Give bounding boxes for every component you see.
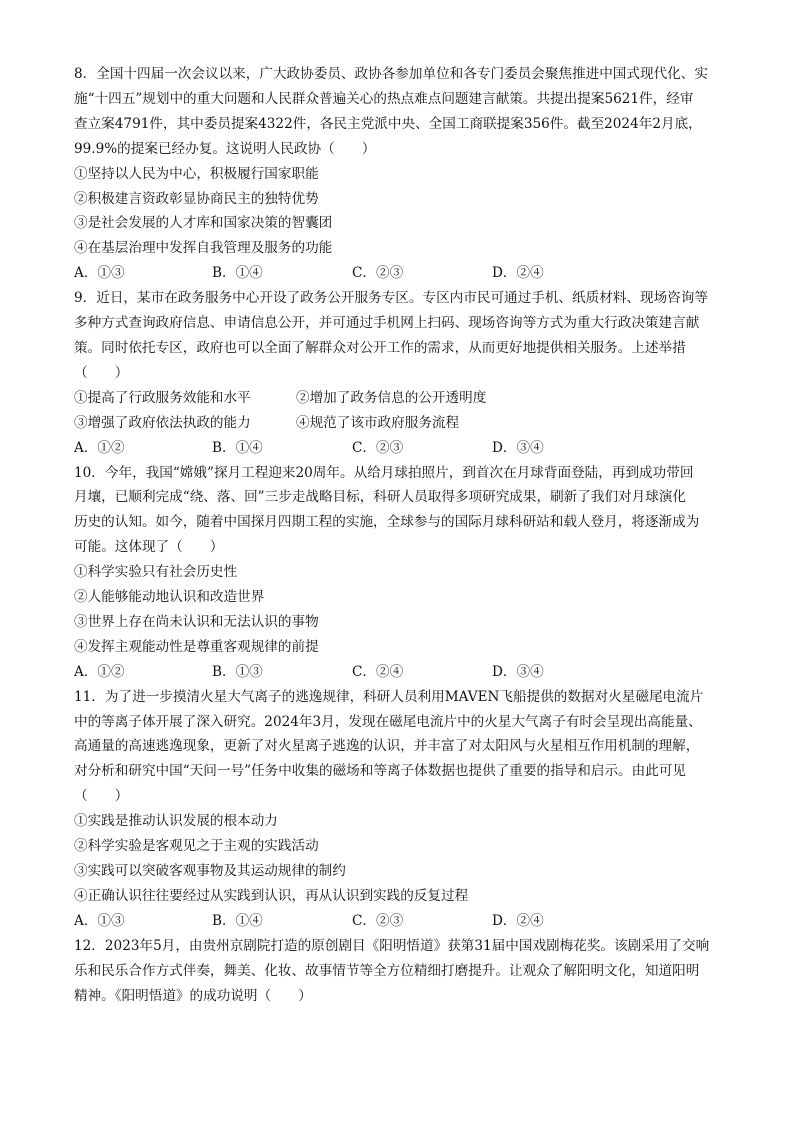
question-stem-line: 9．近日，某市在政务服务中心开设了政务公开服务专区。专区内市民可通过手机、纸质材料、现场咨询等 — [74, 290, 708, 307]
statement-option: ①提高了行政服务效能和水平 — [74, 389, 251, 406]
choice-b[interactable]: B．①④ — [212, 912, 263, 929]
answer-choices — [74, 909, 740, 934]
choice-a[interactable]: A．①② — [74, 439, 125, 456]
answer-choices — [74, 436, 740, 461]
statement-option: ③增强了政府依法执政的能力 — [74, 414, 251, 431]
statement-option: ③世界上存在尚未认识和无法认识的事物 — [74, 613, 319, 630]
question-stem-line: 对分析和研究中国“天问一号”任务中收集的磁场和等离子体数据也提供了重要的指导和启示。由此可见 — [74, 763, 687, 780]
choice-c[interactable]: C．②③ — [352, 912, 404, 929]
question-stem-line: 历史的认知。如今，随着中国探月四期工程的实施，全球参与的国际月球科研站和载人登月，将逐渐成为 — [74, 514, 700, 531]
question-stem-line: 查立案4791件，其中委员提案4322件，各民主党派中央、全国工商联提案356件。截至2024年2月底， — [74, 115, 702, 132]
choice-b[interactable]: B．①④ — [212, 439, 263, 456]
statement-option: ②科学实验是客观见之于主观的实践活动 — [74, 838, 319, 855]
question-stem-line: 多种方式查询政府信息、申请信息公开，并可通过手机网上扫码、现场咨询等方式为重大行政决策建言献 — [74, 315, 700, 332]
question-12 — [74, 934, 740, 1009]
question-stem-line: 施“十四五”规划中的重大问题和人民群众普遍关心的热点难点问题建言献策。共提出提案5621件，经审 — [74, 90, 694, 107]
statement-option: ①实践是推动认识发展的根本动力 — [74, 813, 278, 830]
choice-a[interactable]: A．①③ — [74, 265, 125, 282]
question-stem-line: （ ） — [74, 788, 129, 805]
question-11 — [74, 685, 740, 934]
question-stem-line: 月壤，已顺利完成“绕、落、回”三步走战略目标，科研人员取得多项研究成果，刷新了我们对月球演化 — [74, 489, 687, 506]
statement-option: ②积极建言资政彰显协商民主的独特优势 — [74, 190, 319, 207]
statement-option: ①科学实验只有社会历史性 — [74, 564, 238, 581]
choice-d[interactable]: D．②④ — [492, 912, 544, 929]
answer-choices — [74, 261, 740, 286]
statement-option: ④规范了该市政府服务流程 — [296, 414, 460, 431]
statement-option: ④发挥主观能动性是尊重客观规律的前提 — [74, 638, 319, 655]
question-9 — [74, 286, 740, 460]
question-stem-line: 12．2023年5月，由贵州京剧院打造的原创剧目《阳明悟道》获第31届中国戏剧梅花奖。该剧采用了交响 — [74, 937, 710, 954]
statement-option: ③实践可以突破客观事物及其运动规律的制约 — [74, 863, 346, 879]
question-list — [74, 62, 740, 1008]
question-stem-line: 中的等离子体开展了深入研究。2024年3月，发现在磁尾电流片中的火星大气离子有时会呈现出高能量、 — [74, 713, 702, 730]
statement-option: ④在基层治理中发挥自我管理及服务的功能 — [74, 240, 333, 257]
choice-d[interactable]: D．②④ — [492, 265, 544, 282]
statement-option: ②人能够能动地认识和改造世界 — [74, 589, 265, 606]
question-stem-line: 8．全国十四届一次会议以来，广大政协委员、政协各参加单位和各专门委员会聚焦推进中国式现代化、实 — [74, 66, 708, 82]
question-8 — [74, 62, 740, 286]
choice-c[interactable]: C．②③ — [352, 265, 404, 282]
question-stem-line: 可能。这体现了（ ） — [74, 539, 224, 556]
statement-option: ②增加了政务信息的公开透明度 — [296, 389, 487, 406]
choice-b[interactable]: B．①③ — [212, 663, 263, 680]
question-stem-line: 精神。《阳明悟道》的成功说明（ ） — [74, 987, 312, 1004]
question-stem-line: 10．今年，我国“嫦娥”探月工程迎来20周年。从给月球拍照片，到首次在月球背面登陆，再到成功带回 — [74, 464, 694, 481]
statement-option-row — [74, 386, 740, 411]
question-stem-line: 乐和民乐合作方式伴奏，舞美、化妆、故事情节等全方位精细打磨提升。让观众了解阳明文化，知道阳明 — [74, 962, 700, 979]
choice-b[interactable]: B．①④ — [212, 265, 263, 282]
choice-d[interactable]: D．③④ — [492, 663, 544, 680]
question-stem-line: 99.9%的提案已经办复。这说明人民政协（ ） — [74, 140, 376, 157]
choice-a[interactable]: A．①③ — [74, 912, 125, 929]
question-stem-line: 高通量的高速逃逸现象，更新了对火星离子逃逸的认识，并丰富了对太阳风与火星相互作用机制的理解， — [74, 738, 700, 755]
choice-c[interactable]: C．②③ — [352, 439, 404, 456]
answer-choices — [74, 660, 740, 685]
question-stem-line: 11．为了进一步摸清火星大气离子的逃逸规律，科研人员利用MAVEN飞船提供的数据对火星磁尾电流片 — [74, 688, 704, 705]
question-stem-line: 策。同时依托专区，政府也可以全面了解群众对公开工作的需求，从而更好地提供相关服务。上述举措 — [74, 339, 686, 356]
question-stem-line: （ ） — [74, 364, 129, 381]
choice-a[interactable]: A．①② — [74, 663, 125, 680]
choice-d[interactable]: D．③④ — [492, 439, 544, 456]
statement-option-row — [74, 411, 740, 436]
statement-option: ①坚持以人民为中心，积极履行国家职能 — [74, 165, 319, 182]
question-10 — [74, 461, 740, 685]
statement-option: ③是社会发展的人才库和国家决策的智囊团 — [74, 215, 333, 232]
statement-option: ④正确认识往往要经过从实践到认识，再从认识到实践的反复过程 — [74, 887, 469, 904]
choice-c[interactable]: C．②④ — [352, 663, 404, 680]
